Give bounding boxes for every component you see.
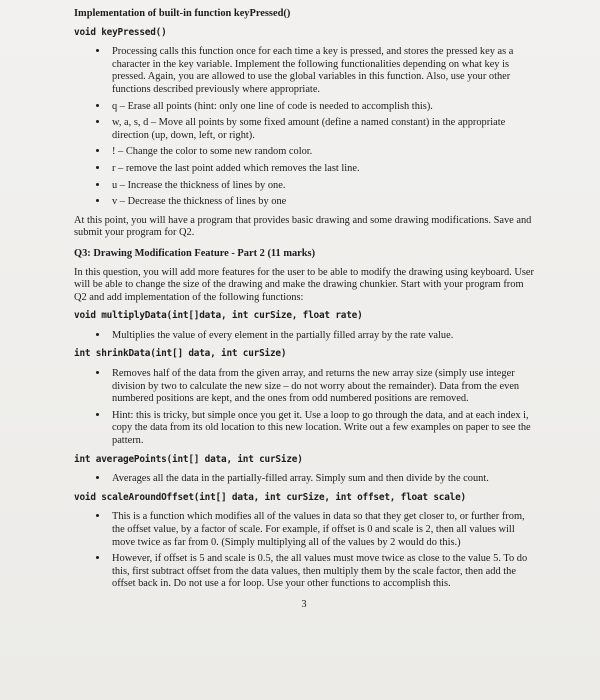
keypressed-bullet-list bbox=[74, 45, 534, 209]
list-item: • Averages all the data in the partially-filled array. Simply sum and then divide by the count. bbox=[109, 472, 534, 486]
list-item: • Hint: this is tricky, but simple once you get it. Use a loop to go through the data, and at each index i, copy the data from its old location to this new location. Write out a few examples on paper to see the pattern. bbox=[109, 409, 534, 448]
list-item: • u – Increase the thickness of lines by one. bbox=[109, 179, 534, 193]
function-signature-averagepoints: int averagePoints(int[] data, int curSize) bbox=[74, 453, 303, 465]
question-intro-paragraph: In this question, you will add more features for the user to be able to modify the drawing using keyboard. User will be able to change the size of the drawing and make the drawing chunkier. Start with your program from Q2 and add implementation of the following functions: bbox=[74, 266, 534, 303]
section-closing-paragraph: At this point, you will have a program that provides basic drawing and some drawing modifications. Save and submit your program for Q2. bbox=[74, 214, 532, 239]
function-signature-shrinkdata: int shrinkData(int[] data, int curSize) bbox=[74, 348, 287, 360]
function-signature-keypressed: void keyPressed() bbox=[74, 26, 167, 38]
question-title: Q3: Drawing Modification Feature - Part 2 (11 marks) bbox=[74, 247, 316, 259]
page-number: 3 bbox=[301, 598, 307, 610]
averagepoints-bullet-list bbox=[74, 472, 534, 486]
function-signature-scalearoundoffset: void scaleAroundOffset(int[] data, int curSize, int offset, float scale) bbox=[74, 491, 466, 503]
list-item: • r – remove the last point added which removes the last line. bbox=[109, 162, 534, 176]
multiplydata-bullet-list bbox=[74, 329, 534, 343]
function-signature-multiplydata: void multiplyData(int[]data, int curSize, float rate) bbox=[74, 310, 363, 322]
list-item: • q – Erase all points (hint: only one line of code is needed to accomplish this). bbox=[109, 100, 534, 114]
list-item: • Removes half of the data from the given array, and returns the new array size (simply use integer division by two to calculate the new size – do not worry about the remainder). Data from the even numbered positions are kept, and the ones from odd numbered positions are removed. bbox=[109, 367, 534, 406]
section-title: Implementation of built-in function keyPressed() bbox=[74, 8, 291, 19]
list-item: • However, if offset is 5 and scale is 0.5, the all values must move twice as close to the value 5. To do this, first subtract offset from the data values, then multiply them by the scale factor, then add the offset back in. Do not use a for loop. Use your other functions to accomplish this. bbox=[109, 552, 534, 591]
list-item: • Processing calls this function once for each time a key is pressed, and stores the pressed key as a character in the key variable. Implement the following functionalities depending on what key is pressed. Again, you are allowed to use the global variables in this function. Also, use your other functions described previously where appropriate. bbox=[109, 45, 534, 96]
shrinkdata-bullet-list bbox=[74, 367, 534, 448]
list-item: • w, a, s, d – Move all points by some fixed amount (define a named constant) in the appropriate direction (up, down, left, or right). bbox=[109, 116, 534, 142]
list-item: • v – Decrease the thickness of lines by one bbox=[109, 195, 534, 209]
scalearoundoffset-bullet-list bbox=[74, 510, 534, 591]
list-item: • Multiplies the value of every element in the partially filled array by the rate value. bbox=[109, 329, 534, 343]
list-item: • ! – Change the color to some new random color. bbox=[109, 145, 534, 159]
list-item: • This is a function which modifies all of the values in data so that they get closer to, or further from, the offset value, by a factor of scale. For example, if offset is 0 and scale is 2, then all values will move twice as far from 0. (Simply multiplying all of the values by 2 would do this.) bbox=[109, 510, 534, 549]
